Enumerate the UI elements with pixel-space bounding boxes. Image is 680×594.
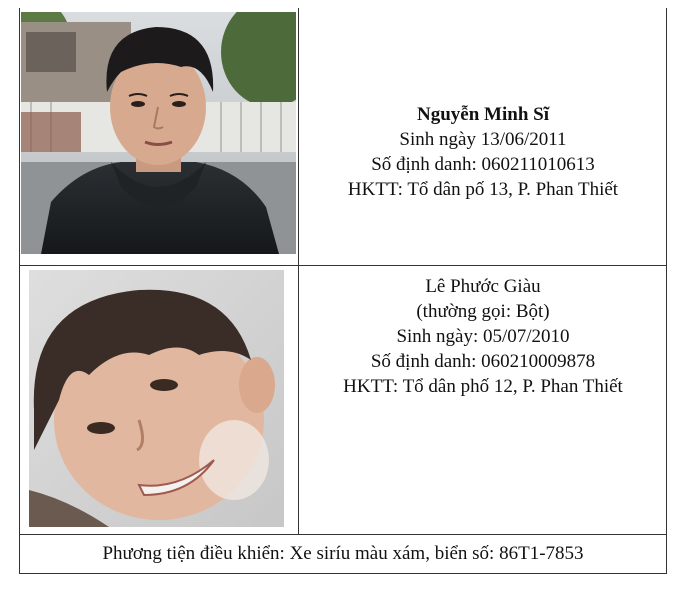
person1-address: HKTT: Tổ dân pố 13, P. Phan Thiết <box>347 178 619 200</box>
person1-id-number: Số định danh: 060211010613 <box>371 153 595 175</box>
info-sheet <box>19 8 667 574</box>
person1-name: Nguyễn Minh Sĩ <box>417 103 549 125</box>
person2-nickname: (thường gọi: Bột) <box>416 300 550 322</box>
table-border-bottom <box>19 573 667 574</box>
person2-name: Lê Phước Giàu <box>425 275 541 297</box>
person2-birth: Sinh ngày: 05/07/2010 <box>396 325 570 347</box>
person2-id-number: Số định danh: 060210009878 <box>370 350 596 372</box>
person2-address: HKTT: Tổ dân phố 12, P. Phan Thiết <box>343 375 623 397</box>
person2-photo <box>29 270 284 527</box>
vehicle-info: Phương tiện điều khiển: Xe siríu màu xám, biển số: 86T1-7853 <box>102 543 584 564</box>
table-border-left <box>19 8 20 574</box>
person1-photo <box>21 12 296 254</box>
person1-details <box>300 8 666 265</box>
person2-details <box>300 266 666 406</box>
column-divider <box>298 8 299 535</box>
table-border-right <box>666 8 667 574</box>
person1-birth: Sinh ngày 13/06/2011 <box>399 128 567 150</box>
